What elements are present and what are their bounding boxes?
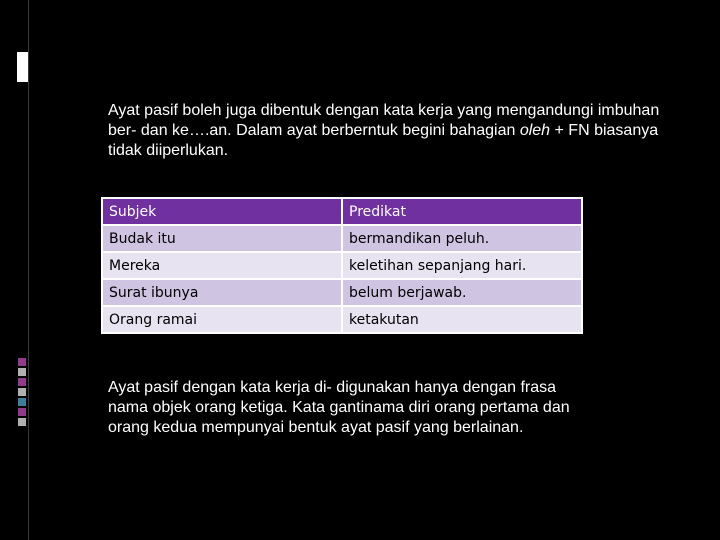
- intro-italic: oleh: [519, 122, 551, 139]
- header-predikat: Predikat: [343, 199, 581, 224]
- decorative-square: [18, 378, 26, 386]
- table-row: [103, 226, 581, 251]
- table-row: [103, 253, 581, 278]
- table-cell: Orang ramai: [103, 307, 341, 332]
- table-header-row: [103, 199, 581, 224]
- table-cell: bermandikan peluh.: [343, 226, 581, 251]
- decorative-square: [18, 358, 26, 366]
- table-cell: ketakutan: [343, 307, 581, 332]
- decorative-square: [18, 408, 26, 416]
- left-divider-line: [28, 0, 29, 540]
- table-cell: Surat ibunya: [103, 280, 341, 305]
- header-subjek: Subjek: [103, 199, 341, 224]
- decorative-square: [18, 398, 26, 406]
- intro-paragraph: [108, 101, 668, 161]
- table-cell: Budak itu: [103, 226, 341, 251]
- closing-paragraph: Ayat pasif dengan kata kerja di- digunakan hanya dengan frasa nama objek orang ketiga. Kata gantinama diri orang pertama dan orang kedua mempunyai bentuk ayat pasif yang berlainan.: [108, 379, 570, 436]
- table-cell: Mereka: [103, 253, 341, 278]
- decorative-square: [18, 388, 26, 396]
- decorative-squares: [18, 358, 26, 428]
- intro-text: Ayat pasif boleh juga dibentuk dengan kata kerja yang mengandungi imbuhan ber- dan ke….an. Dalam ayat berberntuk begini bahagian: [108, 102, 660, 139]
- decorative-square: [18, 368, 26, 376]
- table-row: [103, 280, 581, 305]
- intro-end-text: + FN biasanya tidak diiperlukan.: [108, 122, 659, 159]
- table-cell: belum berjawab.: [343, 280, 581, 305]
- decorative-square: [18, 418, 26, 426]
- table-row: [103, 307, 581, 332]
- table-cell: keletihan sepanjang hari.: [343, 253, 581, 278]
- subjek-predikat-table: [101, 197, 583, 334]
- accent-block: [17, 52, 28, 82]
